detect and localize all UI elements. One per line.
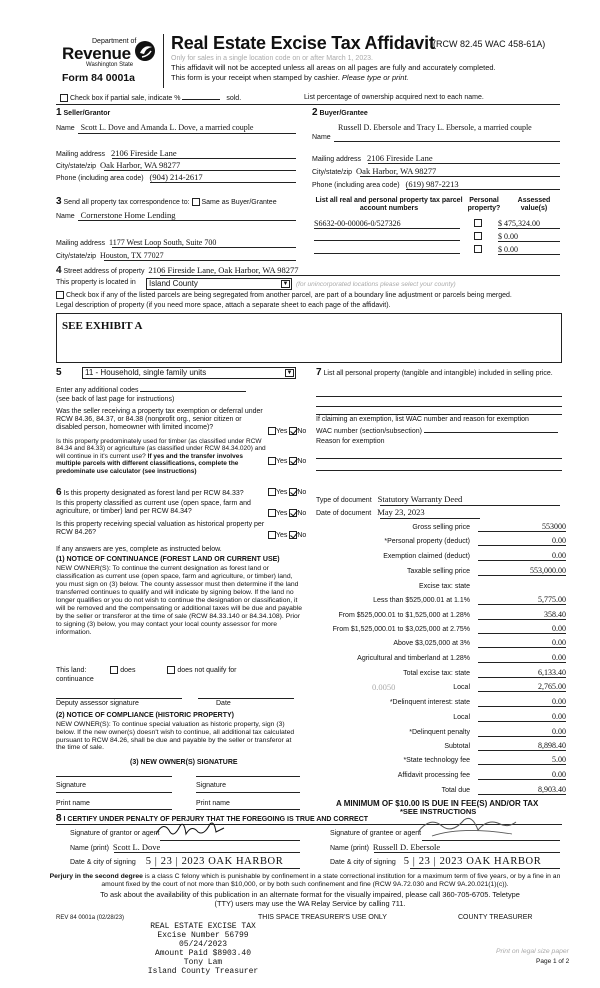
buyer-heading-text: Buyer/Grantee <box>319 110 368 117</box>
seller-phone-value[interactable]: (904) 214-2617 <box>149 172 203 182</box>
buyer-name-row <box>312 123 562 142</box>
buyer-mail-value[interactable]: 2106 Fireside Lane <box>366 153 433 163</box>
delinquent-interest-state-value[interactable]: 0.00 <box>478 697 566 707</box>
seller-phone-label: Phone (including area code) <box>56 175 144 182</box>
treasurer-use-only: THIS SPACE TREASURER'S USE ONLY <box>258 914 387 921</box>
land-does-not-label: does not qualify for <box>177 666 237 674</box>
partial-sale-percent-field[interactable] <box>182 99 220 100</box>
land-use-select-value: 11 - Household, single family units <box>85 368 207 377</box>
subtotal-label: Subtotal <box>444 743 470 750</box>
tier1-label: Less than $525,000.01 at 1.1% <box>373 597 470 604</box>
buyer-name-label: Name <box>312 134 331 142</box>
grantor-date-value[interactable]: 5 | 23 | 2023 OAK HARBOR <box>145 856 284 867</box>
subtotal-value: 8,898.40 <box>478 741 566 751</box>
wac-row <box>316 428 558 436</box>
grantor-signature-label: Signature of grantor or agent <box>70 830 160 837</box>
parcel-assessed-value[interactable]: $ 0.00 <box>498 232 518 241</box>
segregated-checkbox[interactable] <box>56 291 64 299</box>
partial-sale-checkbox[interactable] <box>60 94 68 102</box>
technology-fee-value: 5.00 <box>478 755 566 765</box>
yes-label: Yes <box>276 427 288 435</box>
timber-yes-checkbox[interactable] <box>268 457 276 465</box>
form-title: Real Estate Excise Tax Affidavit <box>171 33 435 53</box>
buyer-phone-label: Phone (including area code) <box>312 182 400 189</box>
tier2-value: 358.40 <box>478 610 566 620</box>
exemption-reason-row <box>316 438 384 446</box>
land-does-not-checkbox[interactable] <box>167 666 175 674</box>
header-line-3 <box>171 74 409 83</box>
local-rate-value: 0.0050 <box>372 682 396 692</box>
parcel-personal-checkbox[interactable] <box>474 232 482 240</box>
forest-land-question: 6 Is this property designated as forest land per RCW 84.33? <box>56 487 244 498</box>
stamp-line: Amount Paid $8903.40 <box>154 948 251 958</box>
grantor-signature-icon <box>150 818 230 840</box>
parcel-assessed-value[interactable]: $ 0.00 <box>498 245 518 254</box>
forest-no-checkbox[interactable] <box>289 488 297 496</box>
additional-codes-label: Enter any additional codes <box>56 387 139 394</box>
delinquent-interest-local-value[interactable]: 0.00 <box>478 712 566 722</box>
seller-city-value[interactable]: Oak Harbor, WA 98277 <box>100 160 181 170</box>
grantor-name-label: Name (print) <box>70 845 109 852</box>
exemption-deduct-label: Exemption claimed (deduct) <box>383 553 470 560</box>
exemption-reason-label: Reason for exemption <box>316 438 385 445</box>
stamp-line: 05/24/2023 <box>178 939 227 949</box>
taxable-price-value: 553,000.00 <box>478 566 566 576</box>
seller-mail-label: Mailing address <box>56 151 106 158</box>
buyer-mail-label: Mailing address <box>312 156 362 163</box>
perjury-text: is a class C felony which is punishable by confinement in a state correctional institution for a maximum term of five years, or by a fine in an amount fixed by the court of not more than $10,000, or by both such confinement and fine (RCW 9A.72.030 and RCW 9A.20.021(1)(c)). <box>101 873 561 888</box>
seller-mail-value[interactable]: 2106 Fireside Lane <box>110 148 177 158</box>
local-tax-value: 2,765.00 <box>478 682 566 692</box>
agricultural-label: Agricultural and timberland at 1.28% <box>357 655 470 662</box>
exemption-no-checkbox[interactable] <box>289 427 297 435</box>
dor-swirl-icon <box>134 40 156 62</box>
additional-codes-row <box>56 387 246 395</box>
timber-question <box>56 438 268 475</box>
local-tax-label: Local <box>453 684 470 691</box>
corr-city-label: City/state/zip <box>56 253 97 260</box>
current-use-yes-checkbox[interactable] <box>268 509 276 517</box>
exemption-yes-checkbox[interactable] <box>268 427 276 435</box>
gross-price-label: Gross selling price <box>412 524 470 531</box>
delinquent-penalty-value[interactable]: 0.00 <box>478 727 566 737</box>
yes-label: Yes <box>276 531 288 539</box>
county-select-value: Island County <box>149 279 198 288</box>
property-street-row: 4 Street address of property 2106 Fireside Lane, Oak Harbor, WA 98277 <box>56 265 299 276</box>
header-line-1: Only for sales in a single location code on or after March 1, 2023. <box>171 55 373 62</box>
new-owner-print-label: Print name <box>196 800 230 807</box>
tier2-label: From $525,000.01 to $1,525,000 at 1.28% <box>338 612 470 619</box>
exemption-deduct-value[interactable]: 0.00 <box>478 551 566 561</box>
parcels-col-header-numbers: List all real and personal property tax parcel account numbers <box>315 197 463 213</box>
seller-heading: 1 Seller/Grantor <box>56 107 111 118</box>
delinquent-interest-local-label: Local <box>453 714 470 721</box>
property-street-label: Street address of property <box>63 268 145 275</box>
document-date-label: Date of document <box>316 510 372 517</box>
buyer-city-label: City/state/zip <box>312 169 353 176</box>
stamp-line: Island County Treasurer <box>147 966 259 976</box>
taxable-price-label: Taxable selling price <box>406 568 470 575</box>
partial-sale-row <box>60 94 241 103</box>
assessor-date-label: Date <box>216 700 231 707</box>
land-does-checkbox[interactable] <box>110 666 118 674</box>
yes-label: Yes <box>276 457 288 465</box>
continuance-label: continuance <box>56 676 94 683</box>
stamp-line: Excise Number 56799 <box>157 930 249 940</box>
treasurer-stamp <box>128 923 278 977</box>
current-use-question: Is this property classified as current use (open space, farm and agriculture, or timber) land per RCW 84.34? <box>56 500 251 516</box>
total-due-label: Total due <box>441 787 470 794</box>
grantee-date-label: Date & city of signing <box>330 859 396 866</box>
corr-city-value[interactable]: Houston, TX 77027 <box>100 251 164 260</box>
section6-note: If any answers are yes, complete as instructed below. <box>56 546 222 553</box>
dor-dept-small: Department of <box>92 38 137 45</box>
no-label: No <box>297 427 307 435</box>
no-label: No <box>297 488 307 496</box>
exemption-question <box>56 408 268 432</box>
additional-codes-note: (see back of last page for instructions) <box>56 396 175 403</box>
buyer-city-value[interactable]: Oak Harbor, WA 98277 <box>356 166 437 176</box>
correspondence-heading: 3 Send all property tax correspondence to: Same as Buyer/Grantee <box>56 196 277 207</box>
notice-compliance-heading: (2) NOTICE OF COMPLIANCE (HISTORIC PROPERTY) <box>56 712 234 719</box>
see-instructions-note: *SEE INSTRUCTIONS <box>400 807 477 816</box>
parcels-col-header-personal: Personal property? <box>467 197 501 213</box>
exemption-claim-label: If claiming an exemption, list WAC number and reason for exemption <box>316 416 529 423</box>
tier3-value: 0.00 <box>478 624 566 634</box>
gross-price-value[interactable]: 553000 <box>478 522 566 532</box>
document-date-value[interactable]: May 23, 2023 <box>377 507 425 517</box>
partial-sale-label: Check box if partial sale, indicate % <box>69 94 181 102</box>
personal-property-deduct-value[interactable]: 0.00 <box>478 536 566 546</box>
form-title-rcw: (RCW 82.45 WAC 458-61A) <box>433 39 546 49</box>
timber-question-bold: If yes and the transfer involves multiple parcels with different classifications, complete the predominate use calculator (see instructions) <box>56 452 243 475</box>
corr-mail-value[interactable]: 1177 West Loop South, Suite 700 <box>108 238 217 247</box>
exemption-question-text: Was the seller receiving a property tax exemption or deferral under RCW 84.36, 84.37, or 84.38 (nonprofit org., senior citizen or disabled person, homeowner with limited income)? <box>56 408 263 432</box>
parcels-col-header-assessed: Assessed value(s) <box>517 197 551 213</box>
page-number: Page 1 of 2 <box>536 958 570 965</box>
certify-heading: 8 I CERTIFY UNDER PENALTY OF PERJURY THAT THE FOREGOING IS TRUE AND CORRECT <box>56 813 369 824</box>
land-does-label: does <box>120 666 136 674</box>
stamp-line: REAL ESTATE EXCISE TAX <box>150 922 256 931</box>
timber-no-checkbox[interactable] <box>289 457 297 465</box>
dor-dept-state: Washington State <box>86 62 134 68</box>
total-excise-value: 6,133.40 <box>478 668 566 678</box>
document-type-label: Type of document <box>316 497 372 504</box>
county-select[interactable] <box>146 278 292 290</box>
grantee-name-value[interactable]: Russell D. Ebersole <box>372 842 441 852</box>
dor-dept-big: Revenue <box>62 44 131 63</box>
wac-label: WAC number (section/subsection) <box>316 428 422 435</box>
total-due-value: 8,903.40 <box>478 785 566 795</box>
delinquent-interest-state-label: *Delinquent interest: state <box>389 699 470 706</box>
seller-name-label: Name <box>56 125 75 132</box>
segregated-label: Check box if any of the listed parcels are being segregated from another parcel, are part of a boundary line adjustment or parcels being merged. <box>65 291 512 299</box>
header-receipt-text: This form is your receipt when stamped by cashier. <box>171 73 340 82</box>
parcel-personal-checkbox[interactable] <box>474 245 482 253</box>
grantee-date-value[interactable]: 5 | 23 | 2023 OAK HARBOR <box>403 856 542 867</box>
assessor-signature-label: Deputy assessor signature <box>56 700 139 707</box>
buyer-heading: 2 Buyer/Grantee <box>312 107 368 118</box>
seller-heading-text: Seller/Grantor <box>63 110 111 117</box>
new-owner-signature-label: Signature <box>56 782 86 789</box>
ownership-note: List percentage of ownership acquired next to each name. <box>304 94 484 101</box>
header-line-2: This affidavit will not be accepted unless all areas on all pages are fully and accurately completed. <box>171 63 496 72</box>
parcel-personal-checkbox[interactable] <box>474 219 482 227</box>
form-revision: REV 84 0001a (02/28/23) <box>56 915 125 921</box>
corr-mail-label: Mailing address <box>56 240 106 247</box>
new-owner-signature-heading: (3) NEW OWNER(S) SIGNATURE <box>130 759 238 766</box>
no-label: No <box>297 509 307 517</box>
grantor-date-row <box>70 856 283 868</box>
additional-codes-field[interactable] <box>140 391 246 392</box>
accessibility-notice: To ask about the availability of this publication in an alternate format for the visually impaired, please call 360-705-6705. Teletype (TTY) users may use the WA Relay Service by calling 711. <box>100 890 520 908</box>
historic-question: Is this property receiving special valuation as historical property per RCW 84.26? <box>56 521 265 537</box>
county-hint: (for unincorporated locations please select your county) <box>296 281 456 288</box>
perjury-bold: Perjury in the second degree <box>49 873 143 880</box>
header-type-print: Please type or print. <box>341 73 409 82</box>
forest-yes-checkbox[interactable] <box>268 488 276 496</box>
notice-compliance-body: NEW OWNER(S): To continue special valuation as historic property, sign (3) below. If the new owner(s) doesn't wish to continue, all additional tax calculated pursuant to RCW 84.26, shall be due and payable by the seller or transferor at the time of sale. <box>56 721 295 752</box>
no-label: No <box>297 457 307 465</box>
notice-continuance-heading: (1) NOTICE OF CONTINUANCE (FOREST LAND OR CURRENT USE) <box>56 556 280 563</box>
corr-name-label: Name <box>56 213 75 220</box>
total-excise-label: Total excise tax: state <box>403 670 470 677</box>
forest-land-question-text: Is this property designated as forest land per RCW 84.33? <box>63 490 244 497</box>
legal-description-box[interactable] <box>56 313 562 363</box>
legal-paper-note: Print on legal size paper <box>496 948 569 955</box>
stamp-line: Tony Lam <box>183 957 223 967</box>
timber-question-text: Is this property predominately used for timber (as classified under RCW 84.34 and 84.33) or agriculture (as classified under RCW 84.34.020) and will continue in it's current use? <box>56 438 266 460</box>
property-county-label: This property is located in <box>56 279 136 286</box>
notice-continuance-body: NEW OWNER(S): To continue the current designation as forest land or classification as current use (open space, farm and agriculture, or timber) land, you must sign on (3) below. The county assessor must then determine if the land transferred continues to qualify and will indicate by signing below. If the land no longer qualifies or you do not wish to continue the designation or classification, it will be removed and the compensating or additional taxes will be due and payable by the seller or transferor at the time of sale (RCW 84.33.140 or 84.34.108). Prior to signing (3) below, you may contact your local county assessor for more information. <box>56 565 302 637</box>
buyer-phone-value[interactable]: (619) 987-2213 <box>405 179 459 189</box>
timber-yes-no <box>268 457 306 466</box>
forest-yes-no <box>268 488 306 497</box>
grantor-name-value[interactable]: Scott L. Dove <box>112 842 161 852</box>
delinquent-penalty-label: *Delinquent penalty <box>409 729 470 736</box>
section-5-number: 5 <box>56 367 62 378</box>
document-type-value[interactable]: Statutory Warranty Deed <box>377 494 463 504</box>
segregated-row <box>56 291 564 300</box>
exemption-yes-no <box>268 427 306 436</box>
grantee-date-row <box>330 856 541 868</box>
partial-sale-sold-label: sold. <box>226 94 242 102</box>
wac-field[interactable] <box>424 432 558 433</box>
minimum-due-note: A MINIMUM OF $10.00 IS DUE IN FEE(S) AND/OR TAX <box>336 799 539 808</box>
new-owner-print-label: Print name <box>56 800 90 807</box>
seller-name-value[interactable]: Scott L. Dove and Amanda L. Dove, a married couple <box>80 123 254 132</box>
same-as-buyer-label: Same as Buyer/Grantee <box>201 199 277 206</box>
yes-label: Yes <box>276 509 288 517</box>
excise-state-heading: Excise tax: state <box>419 583 470 590</box>
current-use-yes-no <box>268 509 306 518</box>
document-date-row <box>316 508 425 518</box>
current-use-no-checkbox[interactable] <box>289 509 297 517</box>
document-type-row <box>316 495 462 505</box>
certify-heading-text: I CERTIFY UNDER PENALTY OF PERJURY THAT THE FOREGOING IS TRUE AND CORRECT <box>63 816 369 823</box>
personal-property-heading-text: List all personal property (tangible and intangible) included in selling price. <box>323 370 553 377</box>
new-owner-signature-label: Signature <box>196 782 226 789</box>
property-street-value[interactable]: 2106 Fireside Lane, Oak Harbor, WA 98277 <box>148 265 299 275</box>
tier1-value: 5,775.00 <box>478 595 566 605</box>
affidavit-fee-label: Affidavit processing fee <box>397 772 470 779</box>
county-treasurer-label: COUNTY TREASURER <box>458 914 533 921</box>
same-as-buyer-checkbox[interactable] <box>192 198 200 206</box>
property-county-row <box>56 279 136 287</box>
tier3-label: From $1,525,000.01 to $3,025,000 at 2.75% <box>332 626 470 633</box>
correspondence-heading-text: Send all property tax correspondence to: <box>63 199 190 206</box>
technology-fee-label: *State technology fee <box>403 757 470 764</box>
grantor-date-label: Date & city of signing <box>70 859 136 866</box>
seller-city-label: City/state/zip <box>56 163 97 170</box>
buyer-name-value[interactable]: Russell D. Ebersole and Tracy L. Ebersole, a married couple <box>338 123 532 132</box>
affidavit-fee-value[interactable]: 0.00 <box>478 770 566 780</box>
chevron-down-icon[interactable]: ▼ <box>282 281 289 287</box>
chevron-down-icon[interactable]: ▼ <box>286 370 293 376</box>
perjury-notice <box>46 873 564 889</box>
grantee-name-label: Name (print) <box>330 845 369 852</box>
grantee-signature-icon <box>412 812 522 840</box>
legal-description-label: Legal description of property (if you need more space, attach a separate sheet to each page of the affidavit). <box>56 302 391 309</box>
no-label: No <box>297 531 307 539</box>
parcel-assessed-value[interactable]: $ 475,324.00 <box>498 219 540 228</box>
personal-property-deduct-label: *Personal property (deduct) <box>384 538 470 545</box>
personal-property-heading: 7 List all personal property (tangible and intangible) included in selling price. <box>316 367 553 378</box>
land-label: This land: <box>56 666 87 674</box>
grantee-signature-label: Signature of grantee or agent <box>330 830 422 837</box>
yes-label: Yes <box>276 488 288 496</box>
seller-name-row <box>56 123 296 133</box>
form-number: Form 84 0001a <box>62 72 135 84</box>
parcel-number-field[interactable]: S6632-00-00006-0/527326 <box>314 219 401 228</box>
legal-description-value: SEE EXHIBIT A <box>62 320 143 332</box>
land-use-select[interactable] <box>82 367 296 379</box>
tier4-value: 0.00 <box>478 638 566 648</box>
agricultural-value[interactable]: 0.00 <box>478 653 566 663</box>
tier4-label: Above $3,025,000 at 3% <box>393 640 470 647</box>
corr-name-value[interactable]: Cornerstone Home Lending <box>80 210 176 220</box>
